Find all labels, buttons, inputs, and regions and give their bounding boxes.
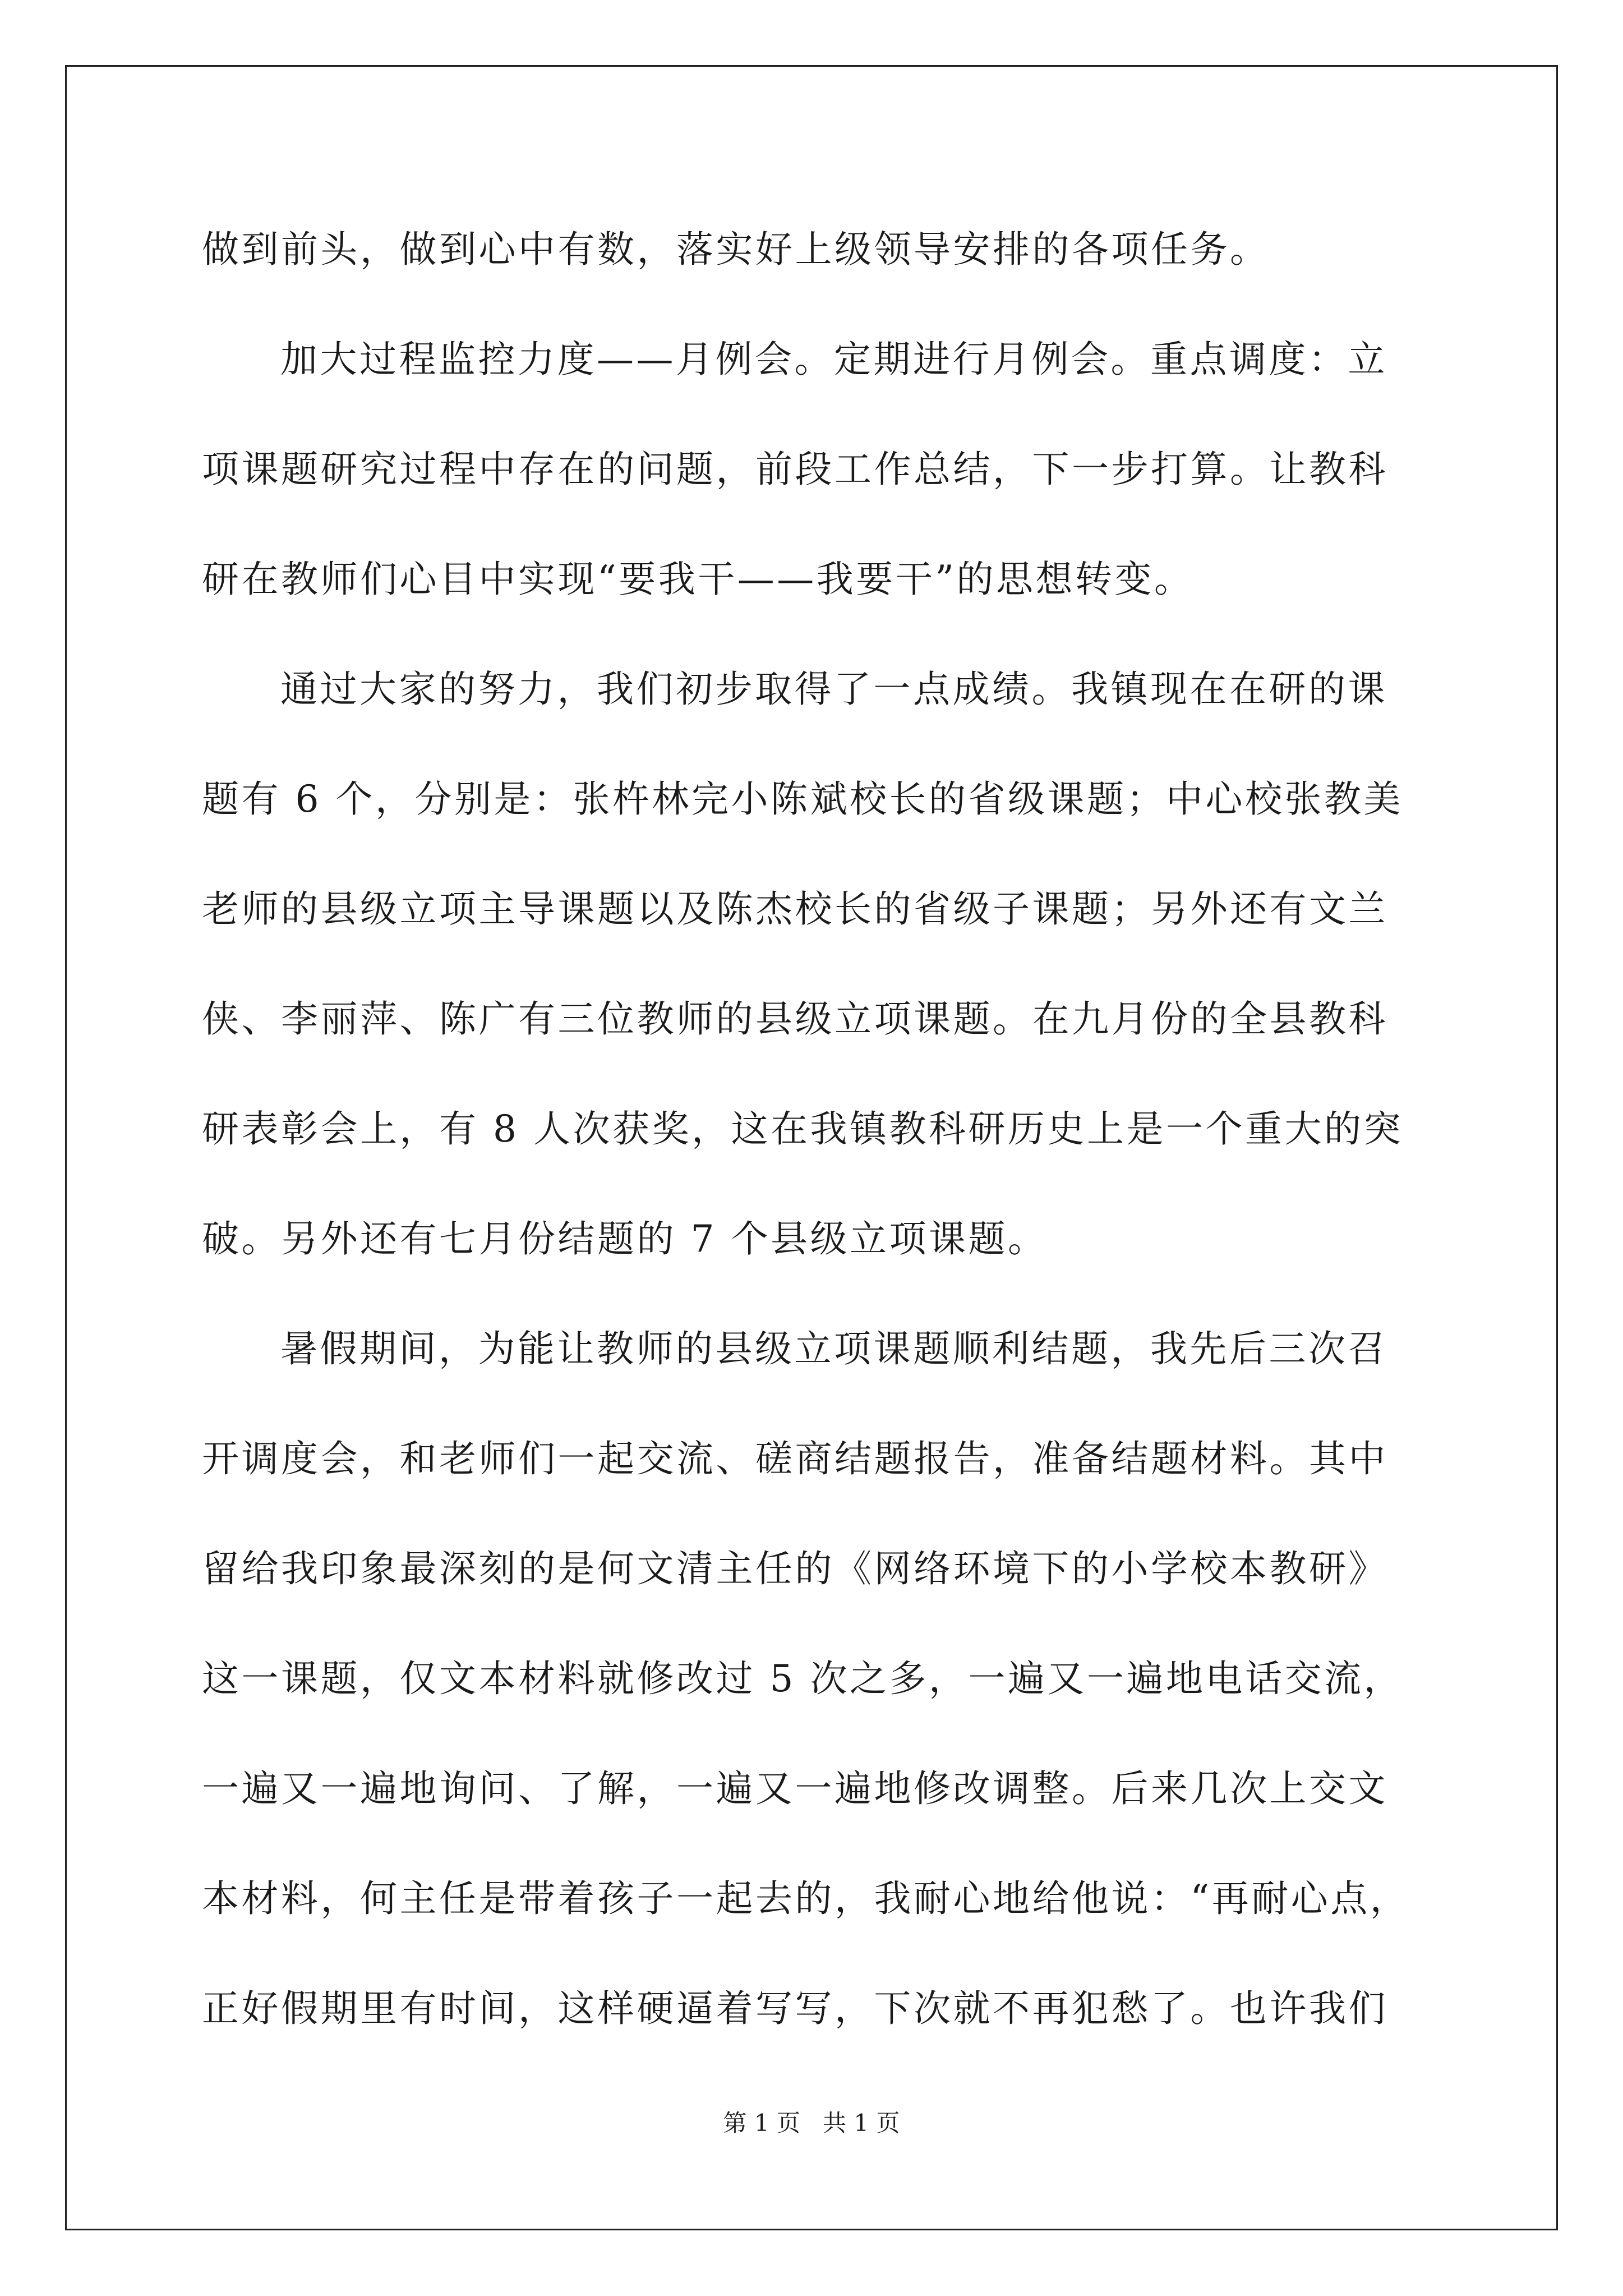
body-line: 老师的县级立项主导课题以及陈杰校长的省级子课题；另外还有文兰 (202, 887, 1388, 931)
body-line: 本材料，何主任是带着孩子一起去的，我耐心地给他说：“再耐心点， (202, 1877, 1410, 1920)
body-line: 这一课题，仅文本材料就修改过 5 次之多，一遍又一遍地电话交流， (202, 1657, 1403, 1700)
body-line: 侠、李丽萍、陈广有三位教师的县级立项课题。在九月份的全县教科 (202, 997, 1388, 1041)
body-line: 研在教师们心目中实现“要我干——我要干”的思想转变。 (202, 558, 1194, 601)
page-number-footer: 第 1 页 共 1 页 (723, 2109, 900, 2137)
body-line: 通过大家的努力，我们初步取得了一点成绩。我镇现在在研的课 (280, 668, 1387, 711)
body-line: 做到前头，做到心中有数，落实好上级领导安排的各项任务。 (202, 228, 1270, 271)
body-line: 题有 6 个，分别是：张杵林完小陈斌校长的省级课题；中心校张教美 (202, 777, 1403, 821)
body-line: 一遍又一遍地询问、了解，一遍又一遍地修改调整。后来几次上交文 (202, 1767, 1388, 1810)
body-line: 破。另外还有七月份结题的 7 个县级立项课题。 (202, 1217, 1048, 1260)
body-line: 项课题研究过程中存在的问题，前段工作总结，下一步打算。让教科 (202, 448, 1388, 491)
body-line: 暑假期间，为能让教师的县级立项课题顺利结题，我先后三次召 (280, 1327, 1387, 1370)
body-line: 留给我印象最深刻的是何文清主任的《网络环境下的小学校本教研》 (202, 1547, 1388, 1590)
body-line: 加大过程监控力度——月例会。定期进行月例会。重点调度：立 (280, 338, 1387, 381)
body-line: 正好假期里有时间，这样硬逼着写写，下次就不再犯愁了。也许我们 (202, 1987, 1388, 2030)
body-line: 研表彰会上，有 8 人次获奖，这在我镇教科研历史上是一个重大的突 (202, 1107, 1403, 1151)
body-line: 开调度会，和老师们一起交流、磋商结题报告，准备结题材料。其中 (202, 1437, 1388, 1480)
